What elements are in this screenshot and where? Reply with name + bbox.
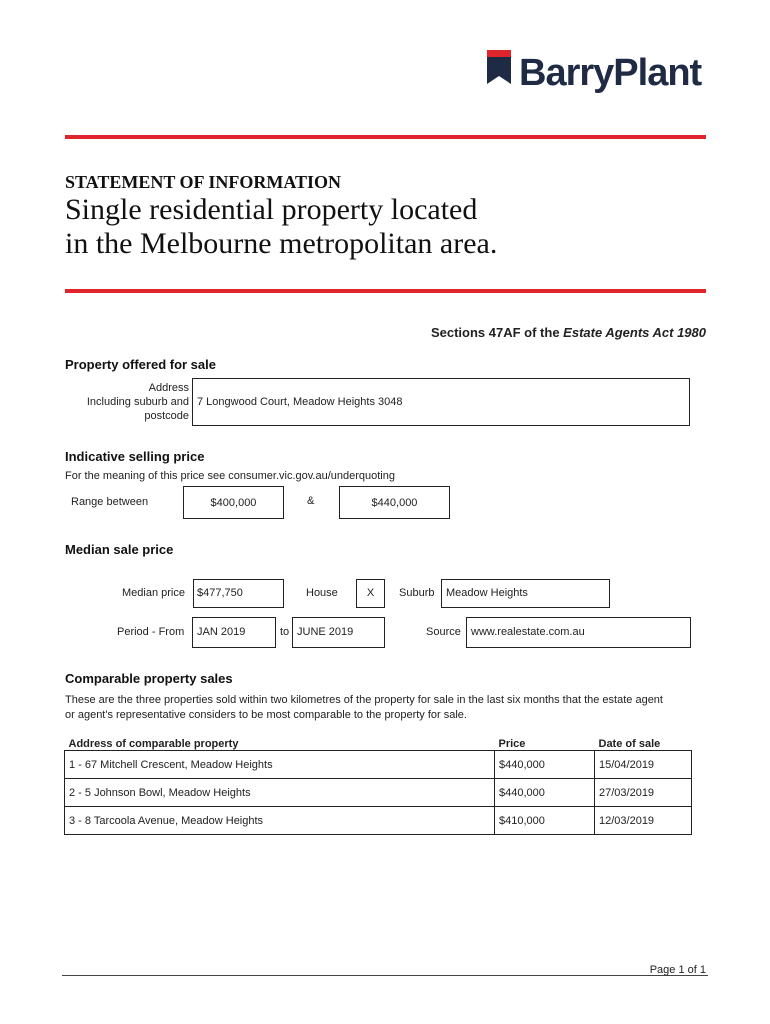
- brand-logo: [487, 50, 707, 100]
- document-kicker: STATEMENT OF INFORMATION: [65, 172, 342, 192]
- median-heading: Median sale price: [65, 542, 174, 557]
- price-low-field[interactable]: $400,000: [183, 486, 284, 519]
- property-heading: Property offered for sale: [65, 357, 216, 372]
- period-to-label: to: [280, 626, 290, 638]
- title-divider: [65, 289, 706, 293]
- suburb-label: Suburb: [399, 587, 435, 599]
- median-price-label: Median price: [122, 587, 185, 599]
- document-title: [65, 193, 497, 261]
- column-header-address: Address of comparable property: [68, 738, 239, 750]
- indicative-heading: Indicative selling price: [65, 449, 205, 464]
- brand-name: BarryPlant: [519, 52, 702, 94]
- comparable-date: 27/03/2019: [595, 779, 692, 807]
- period-to-field[interactable]: JUNE 2019: [292, 617, 385, 648]
- comparable-sales-table: [64, 733, 692, 835]
- comparable-address: 1 - 67 Mitchell Crescent, Meadow Heights: [65, 751, 495, 779]
- comparable-price: $440,000: [495, 751, 595, 779]
- flag-icon: [487, 50, 511, 84]
- suburb-field[interactable]: Meadow Heights: [441, 579, 610, 608]
- period-from-label: Period - From: [117, 626, 185, 638]
- comparable-heading: Comparable property sales: [65, 671, 233, 686]
- footer-divider: [62, 975, 708, 976]
- column-header-price: Price: [498, 738, 526, 750]
- source-label: Source: [426, 626, 461, 638]
- price-high-field[interactable]: $440,000: [339, 486, 450, 519]
- comparable-address: 3 - 8 Tarcoola Avenue, Meadow Heights: [65, 807, 495, 835]
- comparable-address: 2 - 5 Johnson Bowl, Meadow Heights: [65, 779, 495, 807]
- underquoting-note: For the meaning of this price see consumer.vic.gov.au/underquoting: [65, 470, 395, 482]
- table-header-row: [65, 733, 692, 751]
- median-price-field[interactable]: $477,750: [193, 579, 284, 608]
- table-row: [65, 807, 692, 835]
- comparable-date: 12/03/2019: [595, 807, 692, 835]
- range-label: Range between: [71, 496, 149, 508]
- comparable-price: $440,000: [495, 779, 595, 807]
- top-divider: [65, 135, 706, 139]
- period-from-field[interactable]: JAN 2019: [192, 617, 276, 648]
- table-row: [65, 751, 692, 779]
- act-name: Estate Agents Act 1980: [563, 325, 706, 340]
- title-line-1: Single residential property located: [65, 193, 478, 226]
- source-field[interactable]: www.realestate.com.au: [466, 617, 691, 648]
- range-ampersand: &: [307, 495, 315, 507]
- address-label: Address Including suburb and postcode: [86, 382, 189, 422]
- page-number: Page 1 of 1: [649, 964, 706, 976]
- property-type-label: House: [306, 587, 338, 599]
- table-row: [65, 779, 692, 807]
- comparable-description: These are the three properties sold within two kilometres of the property for sale in the last six months that the estate agent or agent's representative considers to be most comparable to the property for sale.: [65, 694, 663, 721]
- address-value: 7 Longwood Court, Meadow Heights 3048: [197, 396, 403, 408]
- title-line-2: in the Melbourne metropolitan area.: [65, 227, 498, 260]
- sections-reference: Sections 47AF of the Estate Agents Act 1980: [430, 325, 706, 340]
- comparable-date: 15/04/2019: [595, 751, 692, 779]
- comparable-price: $410,000: [495, 807, 595, 835]
- house-checkbox[interactable]: X: [356, 579, 385, 608]
- column-header-date: Date of sale: [598, 738, 661, 750]
- address-field[interactable]: [192, 378, 690, 426]
